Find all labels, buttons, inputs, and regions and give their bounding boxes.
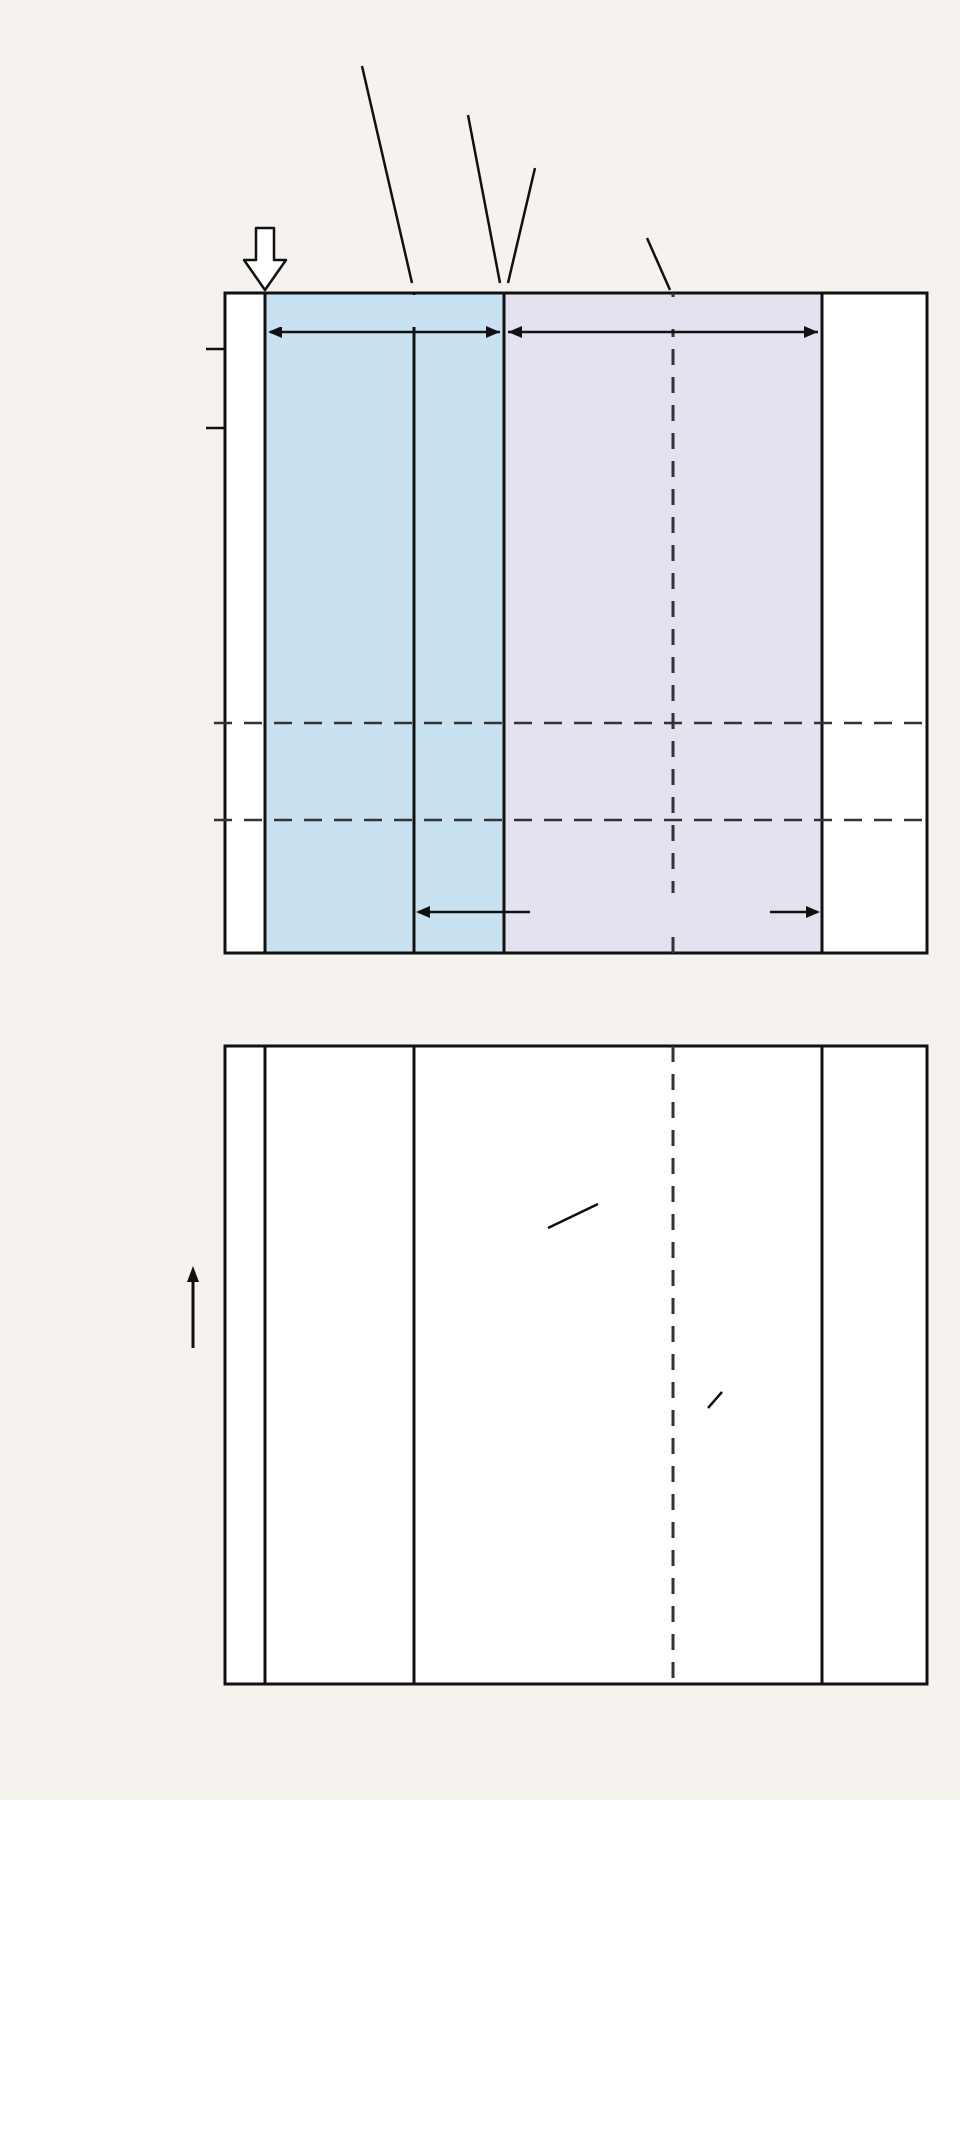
k-close-leader: [647, 238, 670, 290]
repolarization-region: [504, 293, 822, 953]
top-annotations: [244, 66, 670, 290]
stimulus-arrow-icon: [244, 228, 286, 290]
k-open-leader: [508, 168, 535, 283]
top-chart-membrane-potential: [206, 293, 927, 953]
repolarization-label-bg: [558, 297, 768, 329]
depolarization-label-bg: [272, 295, 486, 327]
na-open-leader: [362, 66, 412, 283]
membrane-up-arrow-icon: [187, 1266, 199, 1282]
depolarization-region: [265, 293, 504, 953]
na-close-leader: [468, 115, 500, 283]
refractory-label-bg: [530, 893, 770, 927]
bottom-chart-permeability: [187, 1046, 927, 1684]
